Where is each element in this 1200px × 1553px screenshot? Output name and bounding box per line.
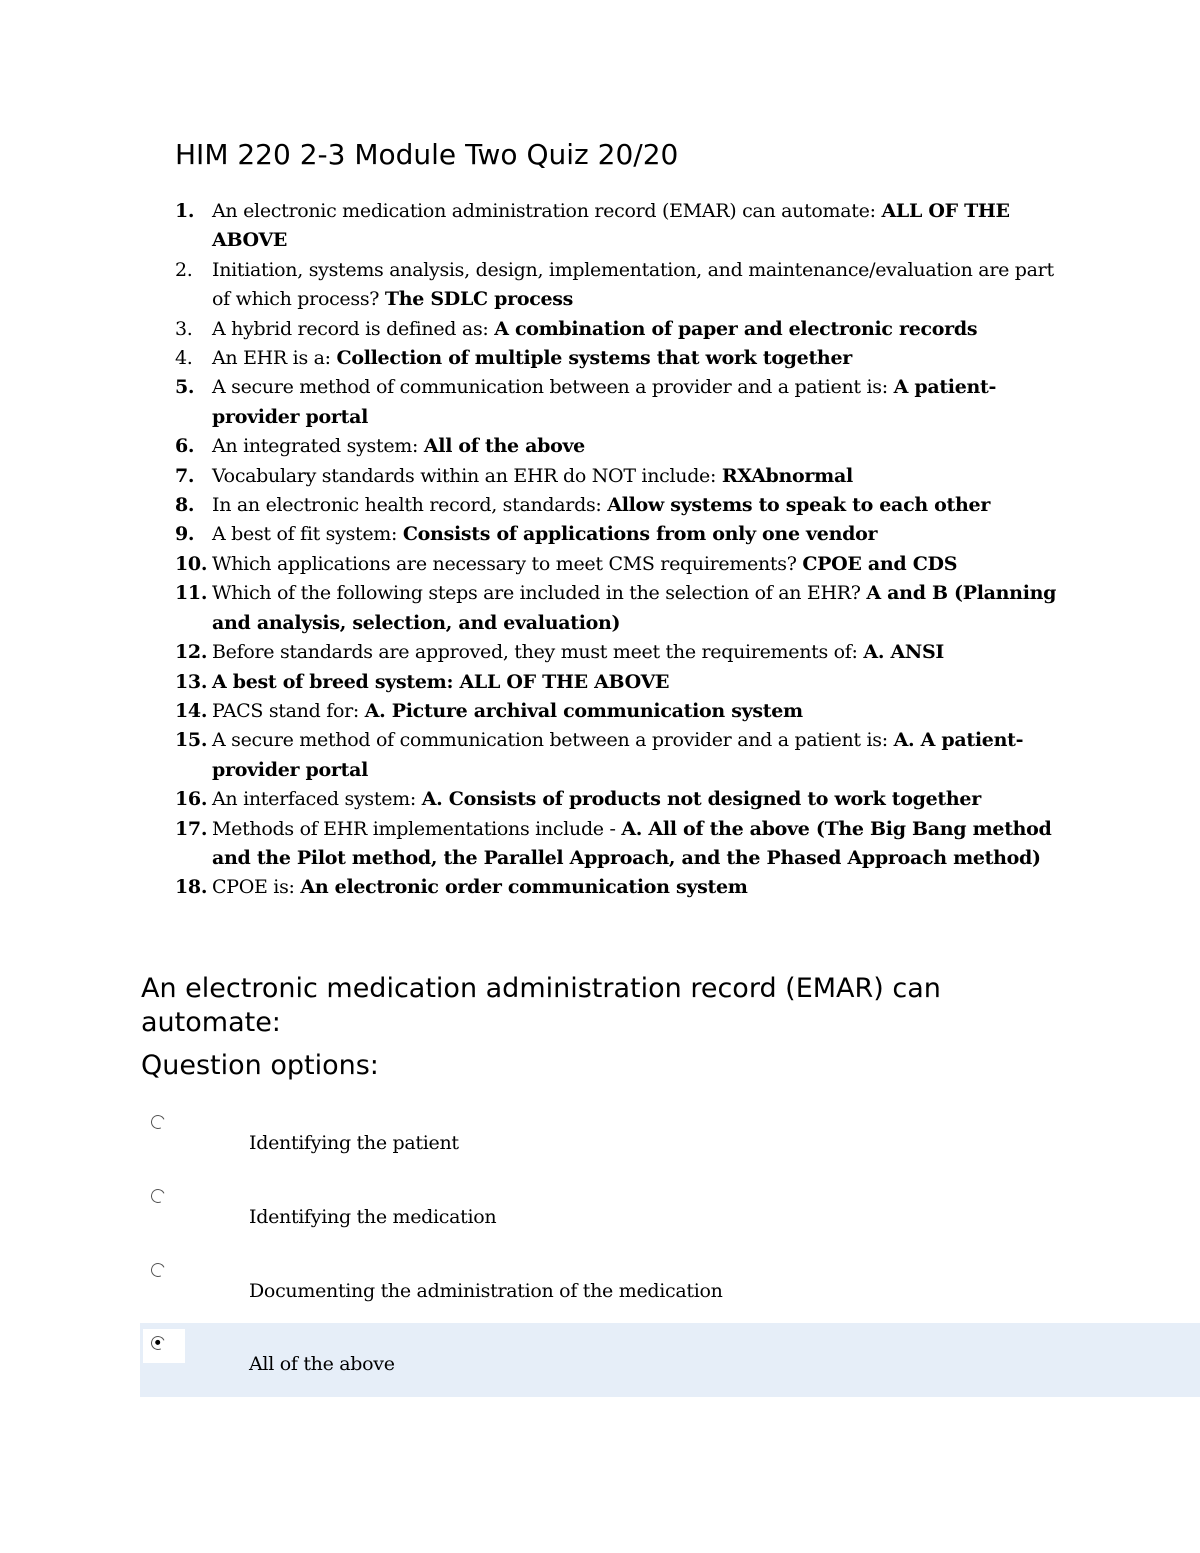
option-label: Identifying the patient (249, 1132, 459, 1154)
item-prompt: Which applications are necessary to meet CMS requirements? (212, 552, 803, 575)
option-label: Documenting the administration of the medication (249, 1280, 723, 1302)
item-prompt: A secure method of communication between a provider and a patient is: (212, 376, 894, 399)
answer-item (175, 815, 1065, 874)
radio-container (143, 1108, 185, 1142)
radio-container (143, 1182, 185, 1216)
item-number: 6. (175, 435, 195, 458)
item-number: 9. (175, 523, 195, 546)
option-label: All of the above (249, 1353, 395, 1375)
answer-item (175, 697, 1065, 726)
item-number: 12. (175, 641, 208, 664)
item-prompt: In an electronic health record, standards: (212, 494, 608, 517)
item-number: 16. (175, 788, 208, 811)
item-number: 15. (175, 729, 208, 752)
radio-container (143, 1329, 185, 1363)
option-documenting-administration[interactable] (140, 1250, 1200, 1324)
item-number: 5. (175, 376, 195, 399)
item-prompt: An EHR is a: (212, 347, 337, 370)
answer-item (175, 373, 1065, 432)
item-number: 1. (175, 200, 195, 222)
item-prompt: Which of the following steps are included in the selection of an EHR? (212, 582, 867, 605)
options-heading: Question options: (141, 1050, 379, 1081)
item-answer: ALL OF THE ABOVE (212, 200, 1010, 252)
item-number: 18. (175, 876, 208, 899)
option-identifying-patient[interactable] (140, 1102, 1200, 1176)
answer-item (175, 726, 1065, 785)
question-text: An electronic medication administration record (EMAR) can automate: (141, 973, 941, 1038)
item-number: 10. (175, 552, 208, 575)
option-all-of-the-above[interactable] (140, 1323, 1200, 1397)
item-prompt: A best of fit system: (212, 523, 403, 546)
answer-item (175, 638, 1065, 667)
answer-item (175, 785, 1065, 814)
answer-item (175, 315, 1065, 344)
item-prompt: Vocabulary standards within an EHR do NOT include: (212, 464, 722, 487)
item-answer: An electronic order communication system (300, 876, 748, 899)
item-answer: The SDLC process (384, 288, 574, 311)
item-answer: A and B (Planning and analysis, selection, and evaluation) (212, 582, 1057, 634)
option-label: Identifying the medication (249, 1206, 497, 1228)
answer-item (175, 491, 1065, 520)
item-number: 2. (175, 258, 193, 281)
item-answer: A. Picture archival communication system (364, 699, 803, 722)
item-number: 8. (175, 494, 195, 517)
answer-item (175, 432, 1065, 461)
item-answer: A. A patient-provider portal (212, 729, 1024, 781)
answer-item (175, 344, 1065, 373)
item-answer: Consists of applications from only one vendor (402, 523, 878, 546)
item-answer: A. Consists of products not designed to work together (421, 788, 981, 811)
item-prompt: An integrated system: (212, 435, 424, 458)
radio-dot-icon (154, 1339, 160, 1345)
item-answer: A combination of paper and electronic records (494, 317, 978, 340)
item-answer: A patient-provider portal (212, 376, 997, 428)
item-prompt: A secure method of communication between a provider and a patient is: (212, 729, 894, 752)
item-answer: A. ANSI (863, 641, 944, 664)
answer-list (175, 197, 1065, 903)
item-number: 3. (175, 317, 193, 340)
quiz-title: HIM 220 2-3 Module Two Quiz 20/20 (175, 138, 679, 171)
item-answer: All of the above (423, 435, 585, 458)
item-answer: Collection of multiple systems that work together (336, 347, 852, 370)
answer-item (175, 520, 1065, 549)
item-number: 4. (175, 347, 193, 370)
answer-item (175, 668, 1065, 697)
item-prompt: An electronic medication administration record (EMAR) can automate: (212, 200, 882, 222)
answer-item (175, 873, 1065, 902)
item-prompt: PACS stand for: (212, 699, 365, 722)
item-number: 7. (175, 464, 195, 487)
answer-item (175, 462, 1065, 491)
item-prompt: Before standards are approved, they must meet the requirements of: (212, 641, 864, 664)
answer-item (175, 197, 1065, 256)
answer-item (175, 550, 1065, 579)
item-answer: A best of breed system: ALL OF THE ABOVE (212, 670, 670, 693)
item-prompt: An interfaced system: (212, 788, 422, 811)
radio-container (143, 1256, 185, 1290)
item-prompt: CPOE is: (212, 876, 301, 899)
item-answer: CPOE and CDS (802, 552, 958, 575)
option-identifying-medication[interactable] (140, 1176, 1200, 1250)
item-answer: Allow systems to speak to each other (607, 494, 991, 517)
item-answer: A. All of the above (The Big Bang method and the Pilot method, the Parallel Approach, and the Phased Approach method) (212, 817, 1052, 869)
item-prompt: Methods of EHR implementations include - (212, 817, 622, 840)
item-number: 17. (175, 817, 208, 840)
item-number: 14. (175, 699, 208, 722)
radio-selected-icon[interactable] (149, 1334, 167, 1352)
item-number: 11. (175, 582, 208, 605)
answer-item (175, 256, 1065, 315)
item-prompt: A hybrid record is defined as: (212, 317, 495, 340)
item-number: 13. (175, 670, 208, 693)
item-prompt: Initiation, systems analysis, design, implementation, and maintenance/evaluation are part of which process? (212, 258, 1054, 311)
answer-item (175, 579, 1065, 638)
item-answer: RXAbnormal (721, 464, 853, 487)
radio-button-icon[interactable] (149, 1261, 167, 1279)
radio-button-icon[interactable] (149, 1187, 167, 1205)
radio-button-icon[interactable] (149, 1113, 167, 1131)
